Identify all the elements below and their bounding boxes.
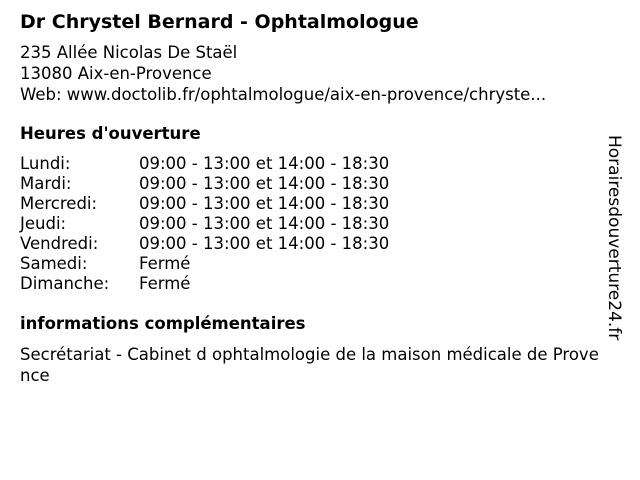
site-watermark: Horairesdouverture24.fr [604, 135, 624, 341]
hours-row-tuesday [20, 174, 580, 194]
hours-row-saturday [20, 254, 580, 274]
time-value: 09:00 - 13:00 et 14:00 - 18:30 [139, 194, 390, 213]
hours-row-monday [20, 154, 580, 174]
day-label: Mercredi: [20, 194, 98, 213]
day-label: Vendredi: [20, 234, 99, 253]
day-label: Jeudi: [20, 214, 67, 233]
additional-info-line-2: nce [20, 366, 50, 385]
opening-hours-heading: Heures d'ouverture [20, 124, 201, 143]
additional-info-line-1: Secrétariat - Cabinet d ophtalmologie de la maison médicale de Prove [20, 345, 599, 364]
hours-row-sunday [20, 274, 580, 294]
time-value: Fermé [139, 254, 191, 273]
day-label: Mardi: [20, 174, 72, 193]
day-label: Lundi: [20, 154, 71, 173]
time-value: Fermé [139, 274, 191, 293]
address-street: 235 Allée Nicolas De Staël [20, 43, 238, 62]
day-label: Dimanche: [20, 274, 110, 293]
time-value: 09:00 - 13:00 et 14:00 - 18:30 [139, 154, 390, 173]
hours-row-wednesday [20, 194, 580, 214]
hours-row-friday [20, 234, 580, 254]
website-line[interactable]: Web: www.doctolib.fr/ophtalmologue/aix-en-provence/chryste... [20, 85, 547, 104]
time-value: 09:00 - 13:00 et 14:00 - 18:30 [139, 214, 390, 233]
additional-info-heading: informations complémentaires [20, 314, 306, 333]
time-value: 09:00 - 13:00 et 14:00 - 18:30 [139, 174, 390, 193]
hours-row-thursday [20, 214, 580, 234]
page-title: Dr Chrystel Bernard - Ophtalmologue [20, 11, 419, 33]
address-city: 13080 Aix-en-Provence [20, 64, 212, 83]
day-label: Samedi: [20, 254, 88, 273]
time-value: 09:00 - 13:00 et 14:00 - 18:30 [139, 234, 390, 253]
